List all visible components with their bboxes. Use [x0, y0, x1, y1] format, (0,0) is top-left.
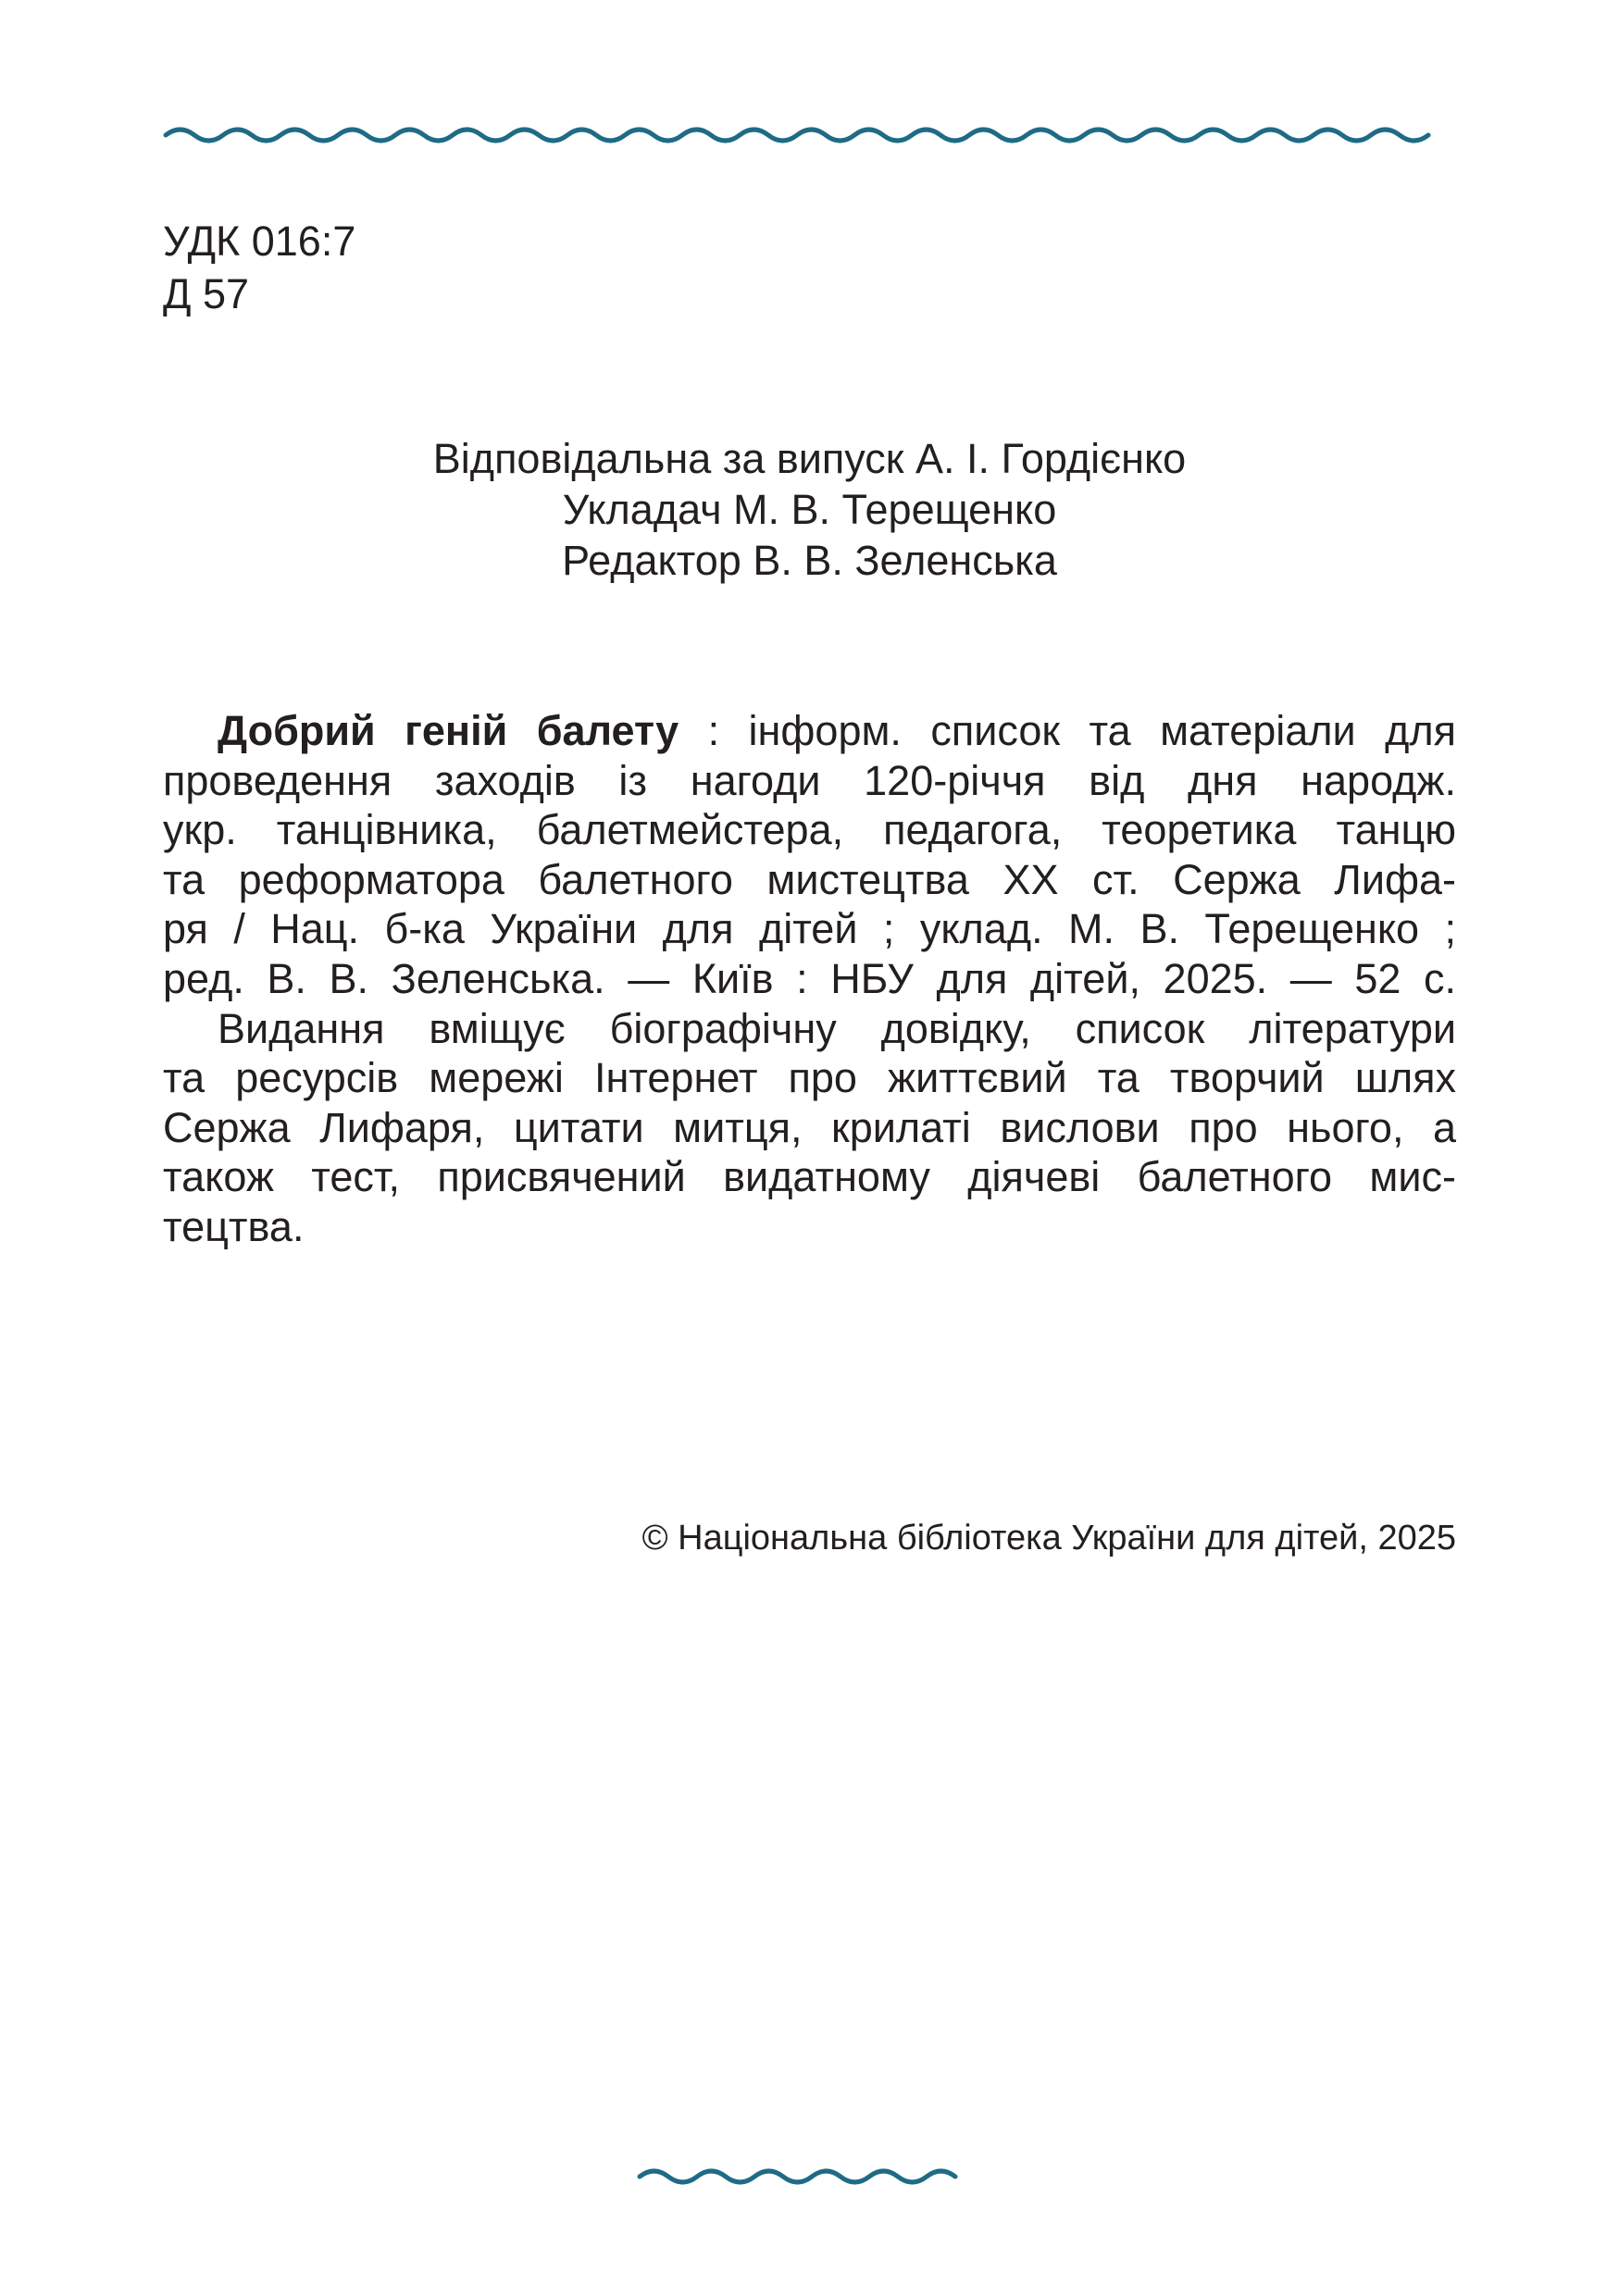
annotation-line-1	[163, 706, 1456, 756]
classification-block	[163, 215, 355, 320]
copyright-notice: © Національна бібліотека України для дітей, 2025	[641, 1519, 1456, 1558]
compiler: Укладач М. В. Терещенко	[562, 486, 1057, 533]
entry-line: проведення заходів із нагоди 120-річчя від дня народж.	[163, 756, 1456, 804]
author-mark: Д 57	[163, 270, 250, 317]
bibliographic-annotation	[163, 706, 1456, 1252]
wave-path	[640, 2171, 955, 2182]
udc-code: УДК 016:7	[163, 217, 356, 265]
description-line: та ресурсів мережі Інтернет про життєвий та творчий шлях	[163, 1054, 1456, 1102]
description-line: також тест, присвячений видатному діячеві балетного мис-	[163, 1153, 1456, 1201]
description-line: Видання вміщує біографічну довідку, список літератури	[218, 1004, 1456, 1052]
wave-path	[166, 130, 1428, 141]
credits-block	[163, 433, 1456, 586]
description-line: Сержа Лифаря, цитати митця, крилаті вислови про нього, а	[163, 1103, 1456, 1151]
editor: Редактор В. В. Зеленська	[562, 537, 1057, 584]
description-line: тецтва.	[163, 1202, 305, 1250]
top-wave-divider	[163, 122, 1456, 148]
entry-line: ря / Нац. б-ка України для дітей ; уклад. М. В. Терещенко ;	[163, 905, 1456, 953]
bottom-wave-divider	[637, 2164, 981, 2190]
entry-line: : інформ. список та матеріали для	[679, 707, 1456, 754]
entry-line: укр. танцівника, балетмейстера, педагога, теоретика танцю	[163, 806, 1456, 854]
entry-line: ред. В. В. Зеленська. — Київ : НБУ для дітей, 2025. — 52 с.	[163, 954, 1456, 1002]
responsible-person: Відповідальна за випуск А. І. Гордієнко	[432, 435, 1187, 482]
book-title: Добрий геній балету	[218, 707, 679, 754]
entry-line: та реформатора балетного мистецтва XX ст. Сержа Лифа-	[163, 855, 1456, 903]
